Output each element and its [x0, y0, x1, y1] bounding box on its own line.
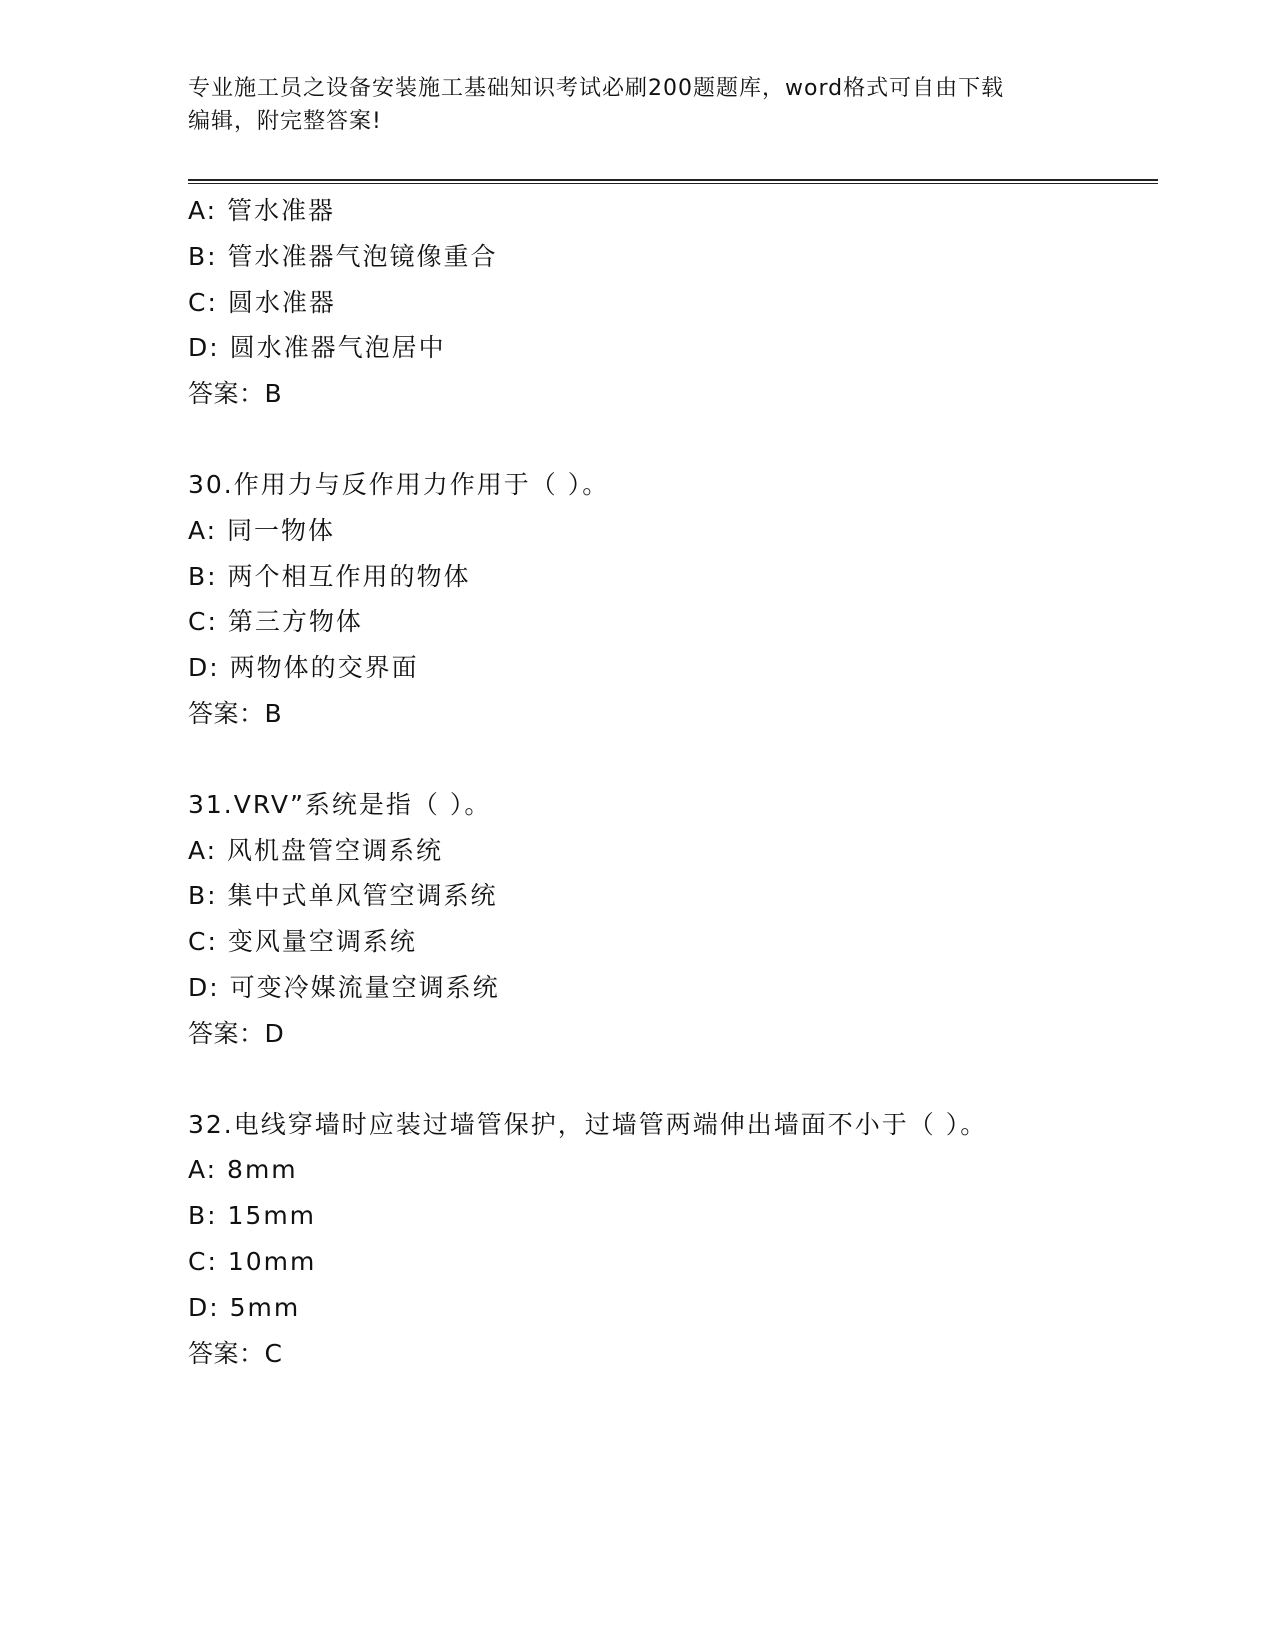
- header-divider-thin: [188, 183, 1158, 184]
- answer-line: 答案：C: [188, 1338, 283, 1368]
- answer-line: 答案：B: [188, 379, 283, 409]
- option-a: A: 同一物体: [188, 515, 336, 545]
- option-d: D: 两物体的交界面: [188, 653, 419, 683]
- question-list: [188, 188, 1148, 1376]
- option-d: D: 圆水准器气泡居中: [188, 333, 446, 363]
- header-divider-thick: [188, 179, 1158, 181]
- option-c: C: 变风量空调系统: [188, 927, 417, 957]
- option-c: C: 10mm: [188, 1246, 317, 1276]
- option-b: B: 两个相互作用的物体: [188, 561, 471, 591]
- option-c: C: 圆水准器: [188, 287, 336, 317]
- header-line-1: 专业施工员之设备安装施工基础知识考试必刷200题题库，word格式可自由下载: [188, 76, 1005, 101]
- option-b: B: 管水准器气泡镜像重合: [188, 241, 498, 271]
- answer-line: 答案：D: [188, 1018, 285, 1048]
- answer-line: 答案：B: [188, 698, 283, 728]
- option-b: B: 15mm: [188, 1201, 317, 1231]
- question-text: 31.VRV”系统是指（ ）。: [188, 789, 492, 819]
- option-d: D: 可变冷媒流量空调系统: [188, 972, 500, 1002]
- question-block-29: [188, 188, 1148, 417]
- question-text: 30.作用力与反作用力作用于（ ）。: [188, 469, 610, 499]
- option-a: A: 风机盘管空调系统: [188, 835, 444, 865]
- question-block-32: [188, 1102, 1148, 1377]
- option-b: B: 集中式单风管空调系统: [188, 881, 498, 911]
- question-block-31: [188, 782, 1148, 1057]
- document-header: [188, 72, 1068, 138]
- option-d: D: 5mm: [188, 1292, 301, 1322]
- question-text: 32.电线穿墙时应装过墙管保护，过墙管两端伸出墙面不小于（ ）。: [188, 1109, 988, 1139]
- option-c: C: 第三方物体: [188, 607, 363, 637]
- header-line-2: 编辑，附完整答案!: [188, 109, 382, 134]
- question-block-30: [188, 462, 1148, 737]
- option-a: A: 管水准器: [188, 196, 336, 225]
- option-a: A: 8mm: [188, 1155, 298, 1185]
